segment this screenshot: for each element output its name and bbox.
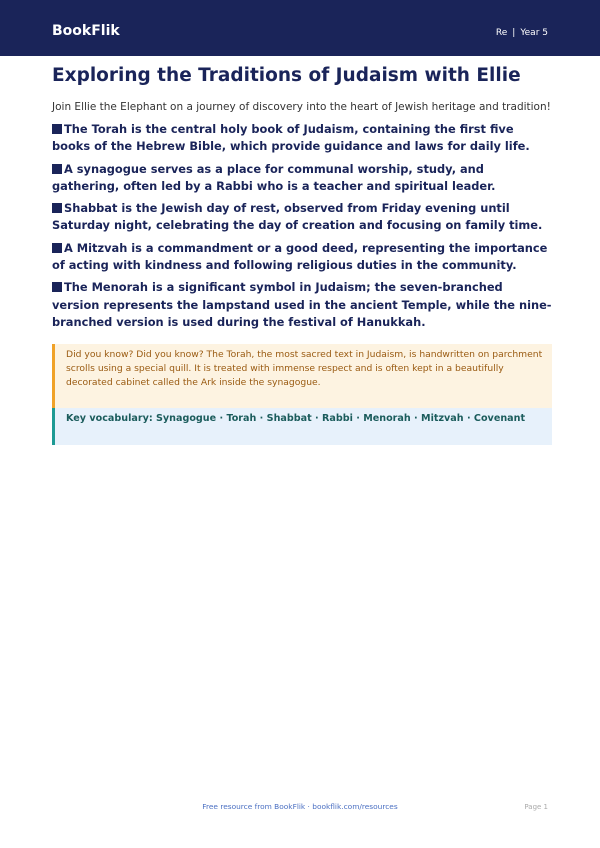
key-vocabulary-box: Key vocabulary: Synagogue · Torah · Shabbat · Rabbi · Menorah · Mitzvah · Covenant — [52, 408, 552, 445]
fact-item — [52, 121, 552, 156]
fact-item — [52, 161, 552, 196]
fact-item — [52, 279, 552, 331]
year-label: Year 5 — [520, 28, 548, 38]
fact-text: Shabbat is the Jewish day of rest, observed from Friday evening until Saturday night, celebrating the day of creation and focusing on family time. — [52, 201, 543, 233]
fact-text: A synagogue serves as a place for communal worship, study, and gathering, often led by a Rabbi who is a teacher and spiritual leader. — [52, 161, 496, 193]
fact-text: A Mitzvah is a commandment or a good deed, representing the importance of acting with kindness and following religious duties in the community. — [52, 240, 548, 273]
meta-separator: | — [512, 28, 516, 38]
intro-text: Join Ellie the Elephant on a journey of discovery into the heart of Jewish heritage and tradition! — [52, 101, 551, 113]
footer-link[interactable]: Free resource from BookFlik · bookflik.com/resources — [202, 802, 398, 811]
square-bullet-icon — [52, 203, 62, 213]
did-you-know-callout: Did you know? Did you know? The Torah, the most sacred text in Judaism, is handwritten on parchment scrolls using a special quill. It is treated with immense respect and is often kept in a beautifully decorated cabinet called the Ark inside the synagogue. — [52, 344, 552, 408]
fact-text: The Menorah is a significant symbol in Judaism; the seven-branched version represents the lampstand used in the ancient Temple, while the nine-branched version is used during the festival of Hanukkah. — [52, 280, 552, 329]
subject-year — [496, 28, 548, 38]
fact-item — [52, 200, 552, 235]
facts-list — [52, 121, 552, 336]
fact-text: The Torah is the central holy book of Judaism, containing the first five books of the Hebrew Bible, which provide guidance and laws for daily life. — [52, 122, 530, 154]
page-number: Page 1 — [524, 803, 548, 811]
fact-item — [52, 240, 552, 275]
square-bullet-icon — [52, 282, 62, 292]
square-bullet-icon — [52, 243, 62, 253]
square-bullet-icon — [52, 164, 62, 174]
top-banner — [0, 0, 600, 56]
subject-label: Re — [495, 28, 508, 38]
page-title: Exploring the Traditions of Judaism with Ellie — [52, 65, 521, 86]
brand-logo[interactable]: BookFlik — [52, 23, 120, 39]
square-bullet-icon — [52, 124, 62, 134]
